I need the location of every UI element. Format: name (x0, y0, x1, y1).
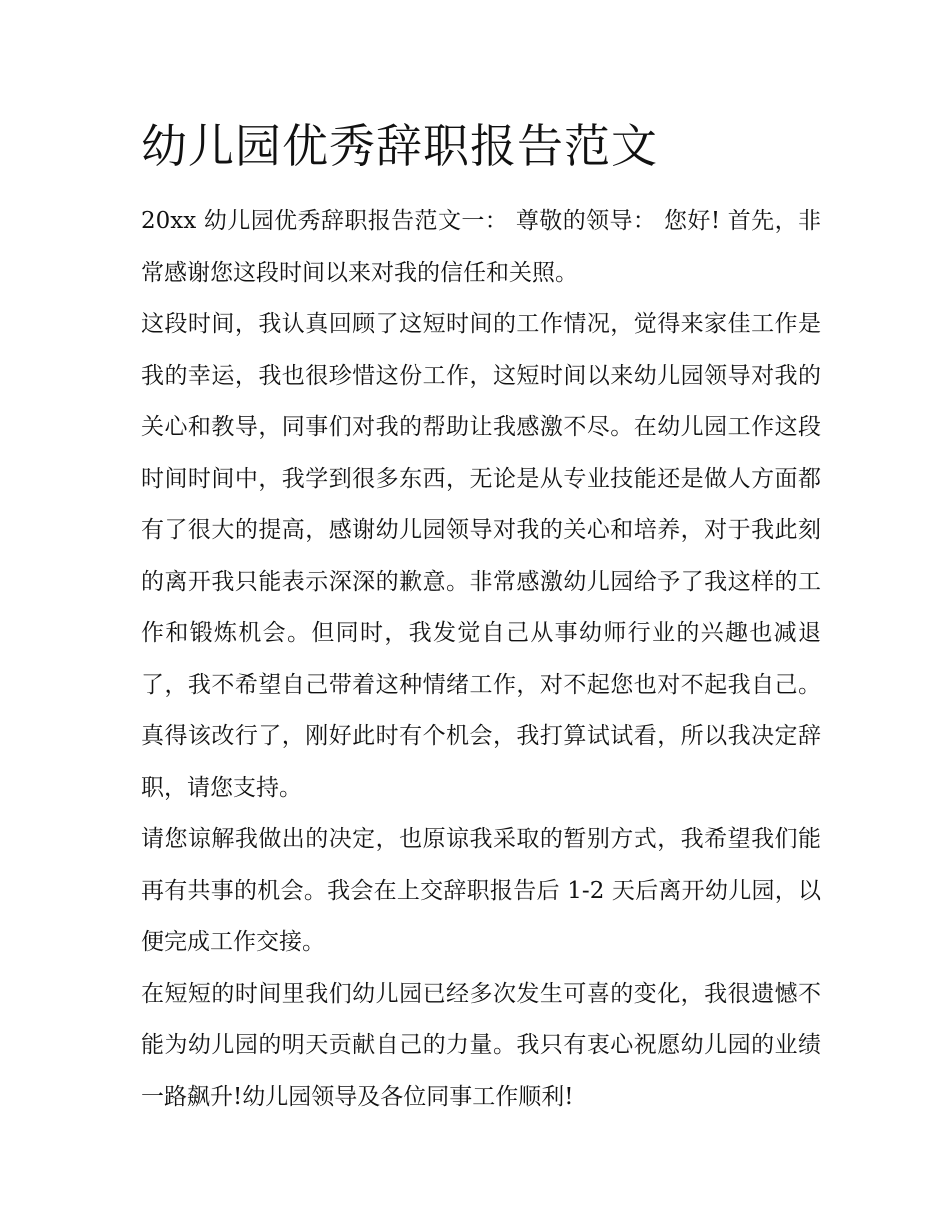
paragraph-request: 请您谅解我做出的决定，也原谅我采取的暂别方式，我希望我们能再有共事的机会。我会在上交辞职报告后 1-2 天后离开幼儿园，以便完成工作交接。 (141, 826, 821, 955)
document-title: 幼儿园优秀辞职报告范文 (141, 119, 658, 173)
paragraph-reflection: 这段时间，我认真回顾了这短时间的工作情况，觉得来家佳工作是我的幸运，我也很珍惜这份工作，这短时间以来幼儿园领导对我的关心和教导，同事们对我的帮助让我感激不尽。在幼儿园工作这段时间时间中，我学到很多东西，无论是从专业技能还是做人方面都有了很大的提高，感谢幼儿园领导对我的关心和培养，对于我此刻的离开我只能表示深深的歉意。非常感激幼儿园给予了我这样的工作和锻炼机会。但同时，我发觉自己从事幼师行业的兴趣也减退了，我不希望自己带着这种情绪工作，对不起您也对不起我自己。真得该改行了，刚好此时有个机会，我打算试试看，所以我决定辞职，请您支持。 (141, 311, 821, 801)
document-body (141, 196, 821, 1123)
paragraph-closing: 在短短的时间里我们幼儿园已经多次发生可喜的变化，我很遗憾不能为幼儿园的明天贡献自己的力量。我只有衷心祝愿幼儿园的业绩一路飙升!幼儿园领导及各位同事工作顺利! (141, 980, 821, 1110)
paragraph-greeting: 20xx 幼儿园优秀辞职报告范文一： 尊敬的领导： 您好! 首先，非常感谢您这段时间以来对我的信任和关照。 (141, 208, 821, 286)
